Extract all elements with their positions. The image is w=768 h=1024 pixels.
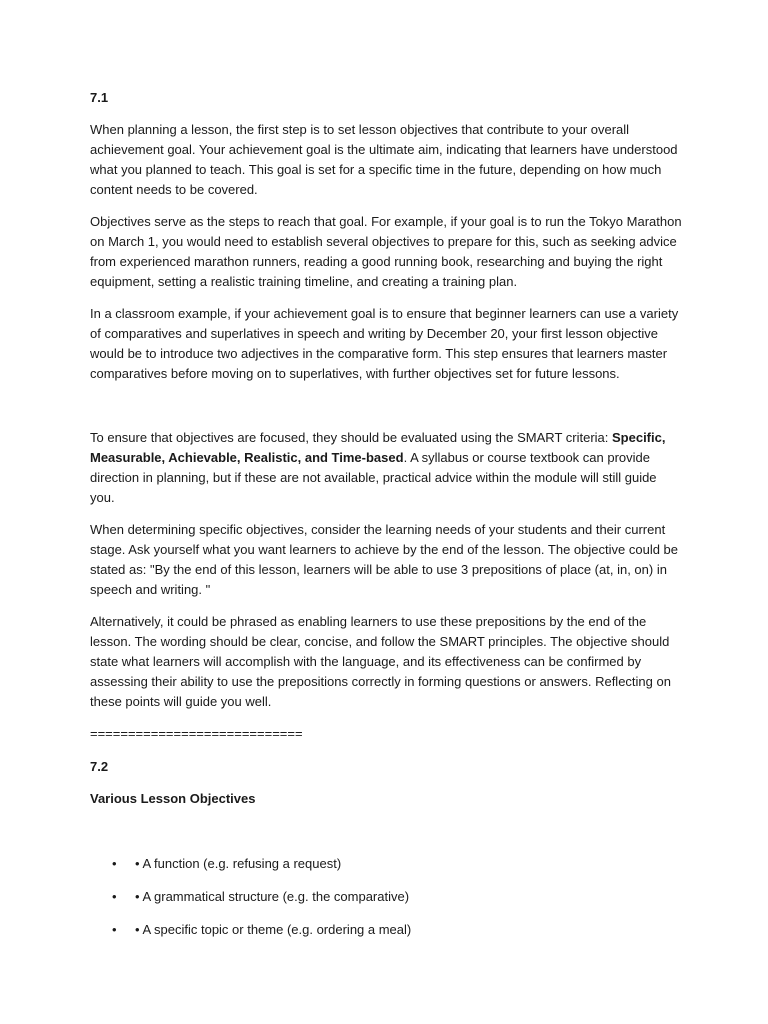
section-separator: ============================ bbox=[90, 726, 303, 741]
smart-rest-text: . A syllabus or course textbook can provide direction in planning, but if these are not available, practical advice within the module will still guide you. bbox=[90, 450, 657, 505]
paragraph-lesson-planning: When planning a lesson, the first step is to set lesson objectives that contribute to your overall achievement goal. Your achievement goal is the ultimate aim, indicating that learners have understood what you planned to teach. This goal is set for a specific time in the future, depending on how much content needs to be covered. bbox=[90, 122, 678, 197]
paragraph-objectives-steps: Objectives serve as the steps to reach that goal. For example, if your goal is to run the Tokyo Marathon on March 1, you would need to establish several objectives to prepare for this, such as seeking advice from experienced marathon runners, reading a good running book, researching and buying the right equipment, setting a realistic training timeline, and creating a training plan. bbox=[90, 214, 682, 289]
paragraph-specific-objectives: When determining specific objectives, consider the learning needs of your students and their current stage. Ask yourself what you want learners to achieve by the end of the lesson. The objective could be stated as: "By the end of this lesson, learners will be able to use 3 prepositions of place (at, in, on) in speech and writing. " bbox=[90, 522, 679, 597]
paragraph-alternative-phrasing: Alternatively, it could be phrased as enabling learners to use these prepositions by the end of the lesson. The wording should be clear, concise, and follow the SMART principles. The objective should state what learners will accomplish with the language, and its effectiveness can be confirmed by assessing their ability to use the prepositions correctly in forming questions or answers. Reflecting on these points will guide you well. bbox=[90, 614, 671, 709]
section-number-7-1: 7.1 bbox=[90, 90, 109, 105]
smart-intro-text: To ensure that objectives are focused, they should be evaluated using the SMART criteria: bbox=[90, 430, 612, 445]
paragraph-smart-criteria bbox=[90, 428, 682, 508]
list-item bbox=[90, 887, 682, 907]
list-item bbox=[90, 854, 682, 874]
bullet-icon: • bbox=[112, 922, 117, 937]
bullet-icon: • bbox=[112, 889, 117, 904]
section-number-7-2: 7.2 bbox=[90, 759, 109, 774]
paragraph-classroom-example: In a classroom example, if your achievement goal is to ensure that beginner learners can use a variety of comparatives and superlatives in speech and writing by December 20, your first lesson objective would be to introduce two adjectives in the comparative form. This step ensures that learners master comparatives before moving on to superlatives, with further objectives set for future lessons. bbox=[90, 306, 679, 381]
list-item-text: • A grammatical structure (e.g. the comparative) bbox=[135, 889, 410, 904]
objectives-list bbox=[90, 854, 682, 940]
list-item-text: • A function (e.g. refusing a request) bbox=[135, 856, 342, 871]
bullet-icon: • bbox=[112, 856, 117, 871]
smart-criteria-bold: Specific, Measurable, Achievable, Realistic, and Time-based bbox=[90, 430, 666, 465]
list-item bbox=[90, 920, 682, 940]
document-page bbox=[90, 88, 682, 953]
list-item-text: • A specific topic or theme (e.g. ordering a meal) bbox=[135, 922, 412, 937]
section-title: Various Lesson Objectives bbox=[90, 791, 256, 806]
